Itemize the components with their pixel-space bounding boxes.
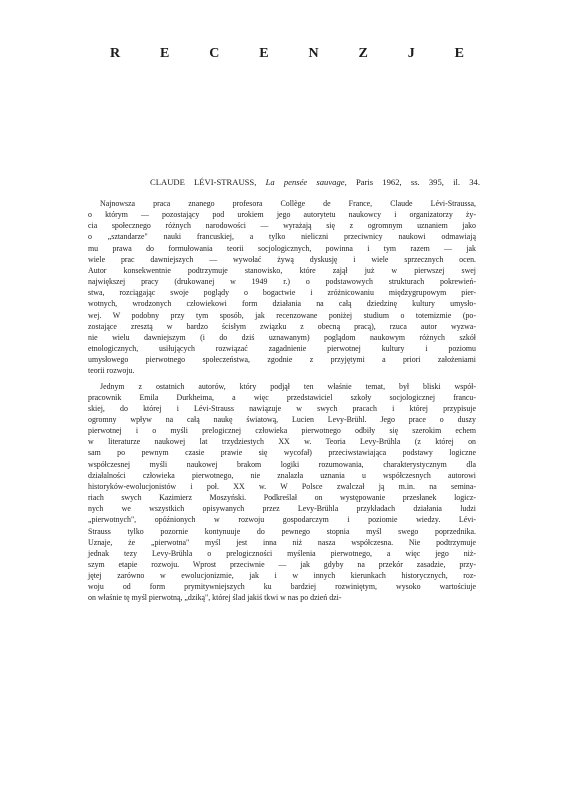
section-title-letter: C [209,46,220,61]
section-title-letter: R [110,46,121,61]
text-line: sam po pewnym czasie prawie się wycofał) przeciwstawiająca podstawy logiczne [88,448,476,458]
section-title-letter: E [454,46,464,61]
text-line: wej. W podobny przy tym sposób, jak recenzowane poniżej studium o totemizmie (po- [88,310,476,320]
text-line: riach swych Kazimierz Moszyński. Podkreślał on występowanie przesłanek logicz- [88,493,476,503]
text-line: stwa, rozciągając swoje poglądy o bogactwie i zróżnicowaniu międzygrupowym pier- [88,288,476,298]
text-line: teorii rozwoju. [88,366,135,376]
section-title-letter: N [308,46,319,61]
text-line: wotnych, wrodzonych człowiekowi form działania na całą dziedzinę kultury umysło- [88,299,476,309]
text-line: etnologicznych, usiłujących rozwiązać zagadnienie pierwotnej kultury i poziomu [88,344,476,354]
text-line: woju od form prymitywniejszych ku bardziej rozwiniętym, wysoko wartościuje [88,582,476,592]
review-citation [150,177,480,188]
text-line: jednak tezy Levy-Brühla o prelogiczności myślenia pierwotnego, a więc jego niż- [88,548,476,558]
text-line: on właśnie tę myśl pierwotną, „dziką", której ślad jakiś tkwi w nas po dzień dzi- [88,593,342,603]
text-line: umysłowego pierwotnego społeczeństwa, zgodnie z przyjętymi a priori założeniami [88,355,476,365]
section-title-letter: J [407,46,415,61]
text-line: nych we wszystkich opisywanych przez Levy-Brühla przykładach działania ludzi [88,504,476,514]
text-line: cia społecznego różnych narodowości — wyrażają się z ogromnym uznaniem jako [88,221,476,231]
text-line: Autor konsekwentnie podtrzymuje stanowisko, które zajął już w pierwszej swej [88,265,476,275]
text-line: szym etapie rozwoju. Wprost przeciwnie — jak gdyby na przekór zasadzie, przy- [88,560,476,569]
text-line: wiele prac dawniejszych — wywołać żywą dyskusję i wiele sprzecznych ocen. [88,254,476,264]
text-line: współczesnej myśli naukowej brakom logiki rozumowania, charakterystycznym dla [88,459,476,469]
text-line: pierwotnej i o myśli prelogicznej człowieka pierwotnego odbiły się szerokim echem [88,426,476,436]
text-line: w literaturze naukowej lat trzydziestych XX w. Teoria Levy-Brühla (z której on [88,437,476,447]
section-title-letter: Z [358,46,368,61]
text-line: Strauss tylko pozornie kontynuuje do pewnego stopnia myśl swego poprzednika. [88,526,476,536]
text-line: skiej, do której i Lévi-Strauss nawiązuje w swych pracach i której przypisuje [88,403,476,413]
text-line: zostające zresztą w bardzo ścisłym związku z obecną pracą), rzuca autor wyzwa- [88,321,476,331]
text-line: pracownik Emila Durkheima, a więc przedstawiciel szkoły socjologicznej francu- [88,392,476,402]
text-line: największej pracy (drukowanej w 1949 r.) o podstawowych strukturach pokrewień- [88,277,476,287]
text-line: Najnowsza praca znanego profesora Collège de France, Claude Lévi-Straussa, [100,199,476,208]
text-line: o którym — pozostający pod urokiem jego autorytetu naukowcy i organizatorzy ży- [88,210,476,220]
text-line: jętej zarówno w ewolucjonizmie, jak i w innych kierunkach historycznych, roz- [88,571,476,581]
text-line: ogromny wpływ na całą naukę światową, Lucien Levy-Brühl. Jego prace o duszy [88,414,476,424]
section-title [110,46,464,62]
text-line: historyków-ewolucjonistów i poł. XX w. W Polsce zwalczał ją m.in. na semina- [88,481,476,491]
paragraph [88,381,476,604]
text-line: mu prawa do formułowania teorii socjologicznych, powinna i tym razem — jak [88,243,476,253]
citation-author: CLAUDE LÉVI-STRAUSS, [150,177,257,187]
paragraph [88,198,476,377]
section-title-letter: E [259,46,269,61]
text-line: nie wielu dawniejszym (i do dziś uznawanym) poglądom naukowym różnych szkół [88,332,476,342]
review-body [88,198,476,608]
section-title-letter: E [160,46,170,61]
text-line: „pierwotnych", opóźnionych w rozwoju gospodarczym i poziomie wiedzy. Lévi- [88,515,476,525]
text-line: Jednym z ostatnich autorów, który podjął ten właśnie temat, był bliski współ- [100,381,476,391]
text-line: o „sztandarze" nauki francuskiej, a tylko nieliczni przeciwnicy naukowi odmawiają [88,232,476,242]
citation-details: Paris 1962, ss. 395, il. 34. [355,177,480,187]
text-line: Uznaje, że „pierwotna" myśl jest inna niż nasza współczesna. Nie podtrzymuje [88,537,476,547]
text-line: działalności człowieka pierwotnego, nie znalazła uznania u współczesnych autorowi [88,470,476,480]
citation-book-title: La pensée sauvage, [265,177,347,187]
